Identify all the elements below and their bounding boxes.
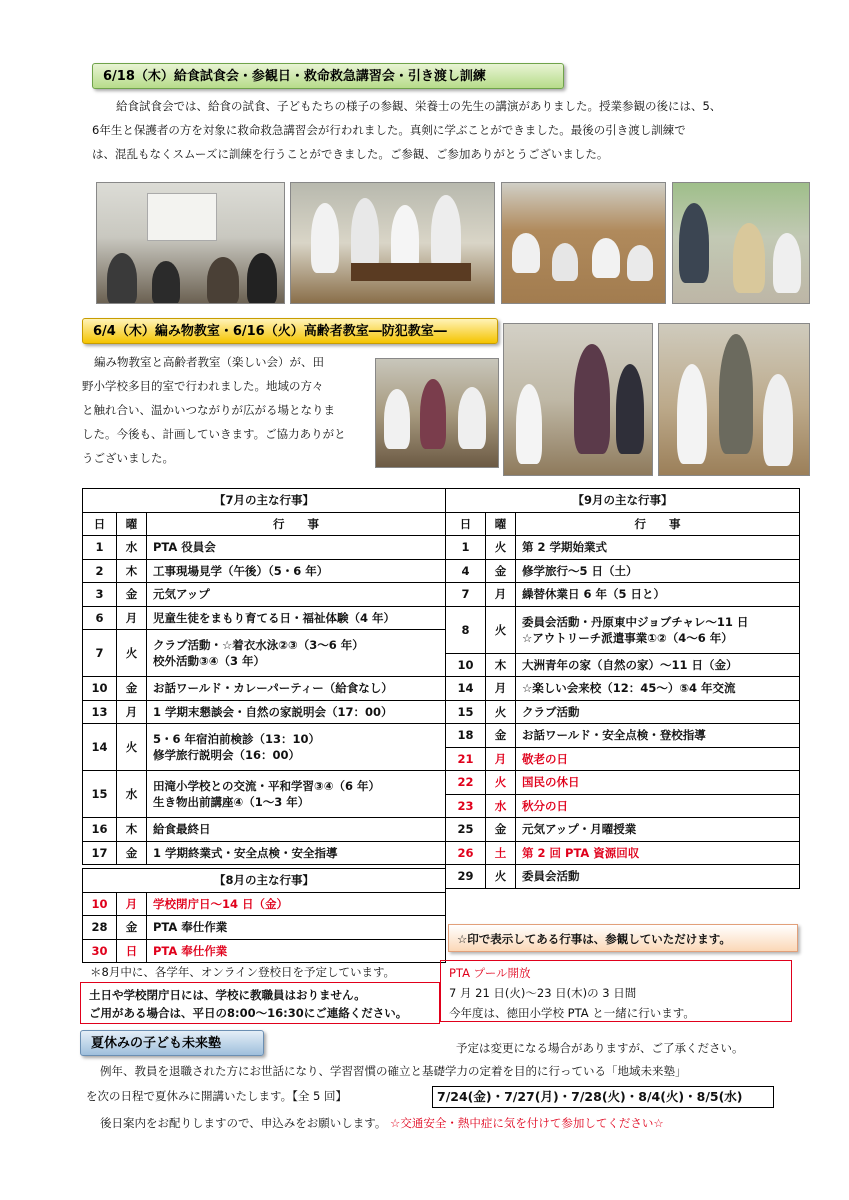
event-cell bbox=[516, 724, 800, 748]
event-line: 国民の休日 bbox=[522, 775, 580, 790]
day-cell: 15 bbox=[83, 771, 117, 818]
weekday-cell: 火 bbox=[486, 865, 516, 889]
day-cell: 29 bbox=[446, 865, 486, 889]
photo-tasting-lecture bbox=[96, 182, 285, 304]
event-cell bbox=[516, 583, 800, 607]
section1-line: 給食試食会では、給食の試食、子どもたちの様子の参観、栄養士の先生の講演がありました。授業参観の後には、5、 bbox=[116, 99, 722, 113]
event-line: PTA 役員会 bbox=[153, 540, 216, 555]
weekday-cell: 月 bbox=[486, 747, 516, 771]
event-line: 秋分の日 bbox=[522, 798, 568, 813]
event-cell bbox=[516, 606, 800, 653]
table-row bbox=[446, 771, 800, 795]
table-row bbox=[446, 818, 800, 842]
table-row bbox=[83, 630, 446, 677]
section1-heading: 6/18（木）給食試食会・参観日・救命救急講習会・引き渡し訓練 bbox=[92, 63, 564, 89]
day-cell: 18 bbox=[446, 724, 486, 748]
section3-heading: 夏休みの子ども未来塾 bbox=[80, 1030, 264, 1056]
event-line: クラブ活動・☆着衣水泳②③（3～6 年） bbox=[153, 638, 364, 652]
table-row bbox=[446, 841, 800, 865]
weekday-cell: 水 bbox=[117, 536, 147, 560]
day-cell: 10 bbox=[446, 653, 486, 677]
weekday-cell: 火 bbox=[486, 606, 516, 653]
table-row bbox=[83, 606, 446, 630]
weekday-cell: 金 bbox=[117, 916, 147, 940]
table-row bbox=[446, 747, 800, 771]
table-row bbox=[446, 724, 800, 748]
day-cell: 4 bbox=[446, 559, 486, 583]
event-cell: PTA 奉仕作業 bbox=[147, 916, 446, 940]
event-cell bbox=[147, 559, 446, 583]
july-events-table bbox=[82, 488, 446, 865]
photo-music-performance bbox=[290, 182, 495, 304]
september-col-day: 日 bbox=[446, 512, 486, 536]
day-cell: 22 bbox=[446, 771, 486, 795]
section2-line: 編み物教室と高齢者教室（楽しい会）が、田 bbox=[94, 355, 324, 369]
day-cell: 2 bbox=[83, 559, 117, 583]
pool-title: PTA プール開放 bbox=[449, 966, 531, 980]
event-cell bbox=[516, 700, 800, 724]
weekday-cell: 水 bbox=[486, 794, 516, 818]
weekday-cell: 月 bbox=[486, 677, 516, 701]
pool-line: 今年度は、徳田小学校 PTA と一緒に行います。 bbox=[449, 1006, 695, 1020]
event-line: ☆楽しい会来校（12：45～）⑤4 年交流 bbox=[522, 681, 736, 696]
event-line: 給食最終日 bbox=[153, 822, 211, 837]
weekday-cell: 月 bbox=[117, 700, 147, 724]
photo-crime-prevention bbox=[658, 323, 810, 476]
event-cell: 学校閉庁日～14 日（金） bbox=[147, 892, 446, 916]
event-line: ☆アウトリーチ派遣事業①②（4～6 年） bbox=[522, 630, 733, 645]
event-cell bbox=[147, 841, 446, 865]
event-line: 校外活動③④（3 年） bbox=[153, 654, 265, 668]
event-cell bbox=[516, 841, 800, 865]
july-col-dow: 曜 bbox=[117, 512, 147, 536]
table-row bbox=[446, 653, 800, 677]
july-col-day: 日 bbox=[83, 512, 117, 536]
event-cell bbox=[516, 771, 800, 795]
weekday-cell: 金 bbox=[486, 724, 516, 748]
event-line: 5・6 年宿泊前検診（13：10） bbox=[153, 732, 321, 746]
event-line: お話ワールド・カレーパーティー（給食なし） bbox=[153, 681, 393, 696]
online-note: ＊8月中に、各学年、オンライン登校日を予定しています。 bbox=[90, 965, 396, 979]
event-line: 繰替休業日 6 年（5 日と） bbox=[522, 587, 666, 602]
section1-line: 6年生と保護者の方を対象に救命救急講習会が行われました。真剣に学ぶことができました。最後の引き渡し訓練で bbox=[92, 123, 686, 137]
day-cell: 26 bbox=[446, 841, 486, 865]
weekday-cell: 月 bbox=[486, 583, 516, 607]
photo-knitting-class bbox=[375, 358, 499, 468]
event-cell: PTA 奉仕作業 bbox=[147, 939, 446, 963]
event-cell bbox=[147, 771, 446, 818]
event-cell bbox=[147, 606, 446, 630]
section1-line: は、混乱もなくスムーズに訓練を行うことができました。ご参観、ご参加ありがとうございました。 bbox=[92, 147, 609, 161]
september-title: 【9月の主な行事】 bbox=[446, 489, 800, 513]
table-row bbox=[83, 892, 446, 916]
day-cell: 28 bbox=[83, 916, 117, 940]
event-line: お話ワールド・安全点検・登校指導 bbox=[522, 728, 706, 743]
day-cell: 1 bbox=[446, 536, 486, 560]
event-line: 田滝小学校との交流・平和学習③④（6 年） bbox=[153, 779, 380, 793]
day-cell: 3 bbox=[83, 583, 117, 607]
event-line: 委員会活動・丹原東中ジョブチャレ～11 日 bbox=[522, 614, 749, 629]
table-row bbox=[83, 916, 446, 940]
weekday-cell: 火 bbox=[486, 536, 516, 560]
safety-note: ☆交通安全・熱中症に気を付けて参加してください☆ bbox=[390, 1116, 664, 1130]
event-cell bbox=[516, 653, 800, 677]
july-title: 【7月の主な行事】 bbox=[83, 489, 446, 513]
day-cell: 7 bbox=[83, 630, 117, 677]
event-cell bbox=[516, 794, 800, 818]
table-row bbox=[446, 794, 800, 818]
pool-box bbox=[440, 960, 792, 1022]
event-cell bbox=[516, 559, 800, 583]
section3-line3 bbox=[100, 1111, 664, 1135]
table-row bbox=[83, 559, 446, 583]
weekday-cell: 金 bbox=[486, 559, 516, 583]
section2-text bbox=[82, 350, 372, 470]
september-col-event: 行 事 bbox=[516, 512, 800, 536]
table-row bbox=[83, 700, 446, 724]
table-row bbox=[446, 583, 800, 607]
event-line: 敬老の日 bbox=[522, 751, 568, 766]
table-row bbox=[83, 677, 446, 701]
weekday-cell: 木 bbox=[117, 818, 147, 842]
event-line: 1 学期末懇談会・自然の家説明会（17：00） bbox=[153, 704, 393, 719]
event-line: 1 学期終業式・安全点検・安全指導 bbox=[153, 845, 338, 860]
weekday-cell: 火 bbox=[117, 630, 147, 677]
event-line: 元気アップ・月曜授業 bbox=[522, 822, 637, 837]
section2-line: うございました。 bbox=[82, 451, 174, 465]
weekday-cell: 日 bbox=[117, 939, 147, 963]
section3-line: 例年、教員を退職された方にお世話になり、学習習慣の確立と基礎学力の定着を目的に行っている「地域未来塾」 bbox=[100, 1064, 687, 1078]
day-cell: 13 bbox=[83, 700, 117, 724]
event-cell bbox=[147, 700, 446, 724]
event-line: 第 2 学期始業式 bbox=[522, 540, 608, 555]
section2-heading: 6/4（木）編み物教室・6/16（火）高齢者教室―防犯教室― bbox=[82, 318, 498, 344]
day-cell: 17 bbox=[83, 841, 117, 865]
day-cell: 14 bbox=[83, 724, 117, 771]
event-cell bbox=[516, 677, 800, 701]
section2-line: した。今後も、計画していきます。ご協力ありがと bbox=[82, 427, 346, 441]
weekday-cell: 月 bbox=[117, 892, 147, 916]
september-col-dow: 曜 bbox=[486, 512, 516, 536]
day-cell: 30 bbox=[83, 939, 117, 963]
event-cell bbox=[147, 724, 446, 771]
table-row bbox=[446, 559, 800, 583]
august-title: 【8月の主な行事】 bbox=[83, 869, 446, 893]
weekday-cell: 金 bbox=[117, 677, 147, 701]
weekday-cell: 金 bbox=[117, 583, 147, 607]
section2-line: 野小学校多目的室で行われました。地域の方々 bbox=[82, 379, 324, 393]
change-note: 予定は変更になる場合がありますが、ご了承ください。 bbox=[456, 1041, 744, 1055]
weekday-cell: 金 bbox=[117, 841, 147, 865]
day-cell: 25 bbox=[446, 818, 486, 842]
day-cell: 14 bbox=[446, 677, 486, 701]
closed-note-line: ご用がある場合は、平日の8:00～16:30にご連絡ください。 bbox=[89, 1006, 408, 1020]
table-row bbox=[83, 841, 446, 865]
day-cell: 21 bbox=[446, 747, 486, 771]
weekday-cell: 火 bbox=[486, 700, 516, 724]
day-cell: 16 bbox=[83, 818, 117, 842]
weekday-cell: 火 bbox=[486, 771, 516, 795]
photo-first-aid-training bbox=[501, 182, 666, 304]
event-line: 修学旅行説明会（16：00） bbox=[153, 748, 301, 762]
event-cell bbox=[516, 536, 800, 560]
july-col-event: 行 事 bbox=[147, 512, 446, 536]
table-row bbox=[446, 865, 800, 889]
section2-line: と触れ合い、温かいつながりが広がる場となりま bbox=[82, 403, 335, 417]
event-line: 委員会活動 bbox=[522, 869, 580, 884]
weekday-cell: 土 bbox=[486, 841, 516, 865]
event-line: 生き物出前講座④（1～3 年） bbox=[153, 795, 310, 809]
table-row bbox=[446, 700, 800, 724]
event-cell bbox=[147, 536, 446, 560]
photo-handover-drill bbox=[672, 182, 810, 304]
weekday-cell: 火 bbox=[117, 724, 147, 771]
table-row bbox=[446, 536, 800, 560]
section1-text bbox=[92, 94, 792, 166]
table-row bbox=[83, 724, 446, 771]
august-events-table bbox=[82, 868, 446, 963]
day-cell: 8 bbox=[446, 606, 486, 653]
event-line: 元気アップ bbox=[153, 587, 210, 602]
event-line: 修学旅行～5 日（土） bbox=[522, 563, 638, 578]
juku-dates: 7/24(金)・7/27(月)・7/28(火)・8/4(火)・8/5(水) bbox=[432, 1086, 774, 1108]
photo-elderly-class bbox=[503, 323, 653, 476]
table-row bbox=[83, 583, 446, 607]
section3-line: を次の日程で夏休みに開講いたします。【全 5 回】 bbox=[86, 1089, 347, 1103]
weekday-cell: 月 bbox=[117, 606, 147, 630]
event-cell bbox=[147, 630, 446, 677]
closed-note-box bbox=[80, 982, 440, 1024]
event-line: 大洲青年の家（自然の家）～11 日（金） bbox=[522, 657, 738, 672]
section3-line3-text: 後日案内をお配りしますので、申込みをお願いします。 bbox=[100, 1116, 387, 1130]
day-cell: 10 bbox=[83, 677, 117, 701]
table-row bbox=[83, 818, 446, 842]
event-cell bbox=[147, 677, 446, 701]
day-cell: 23 bbox=[446, 794, 486, 818]
event-cell bbox=[147, 583, 446, 607]
day-cell: 7 bbox=[446, 583, 486, 607]
closed-note-line: 土日や学校閉庁日には、学校に教職員はおりません。 bbox=[89, 988, 366, 1002]
table-row bbox=[446, 677, 800, 701]
event-cell bbox=[516, 865, 800, 889]
star-note: ☆印で表示してある行事は、参観していただけます。 bbox=[448, 924, 798, 952]
weekday-cell: 金 bbox=[486, 818, 516, 842]
weekday-cell: 木 bbox=[117, 559, 147, 583]
event-cell bbox=[516, 818, 800, 842]
pool-line: 7 月 21 日(火)～23 日(木)の 3 日間 bbox=[449, 986, 637, 1000]
event-cell bbox=[147, 818, 446, 842]
table-row bbox=[83, 771, 446, 818]
day-cell: 15 bbox=[446, 700, 486, 724]
september-events-table bbox=[445, 488, 800, 889]
day-cell: 10 bbox=[83, 892, 117, 916]
event-line: 工事現場見学（午後）（5・6 年） bbox=[153, 563, 329, 578]
event-cell bbox=[516, 747, 800, 771]
event-line: 児童生徒をまもり育てる日・福祉体験（4 年） bbox=[153, 610, 396, 625]
event-line: クラブ活動 bbox=[522, 704, 580, 719]
weekday-cell: 水 bbox=[117, 771, 147, 818]
table-row bbox=[83, 536, 446, 560]
day-cell: 1 bbox=[83, 536, 117, 560]
weekday-cell: 木 bbox=[486, 653, 516, 677]
table-row bbox=[446, 606, 800, 653]
table-row bbox=[83, 939, 446, 963]
day-cell: 6 bbox=[83, 606, 117, 630]
event-line: 第 2 回 PTA 資源回収 bbox=[522, 845, 640, 860]
